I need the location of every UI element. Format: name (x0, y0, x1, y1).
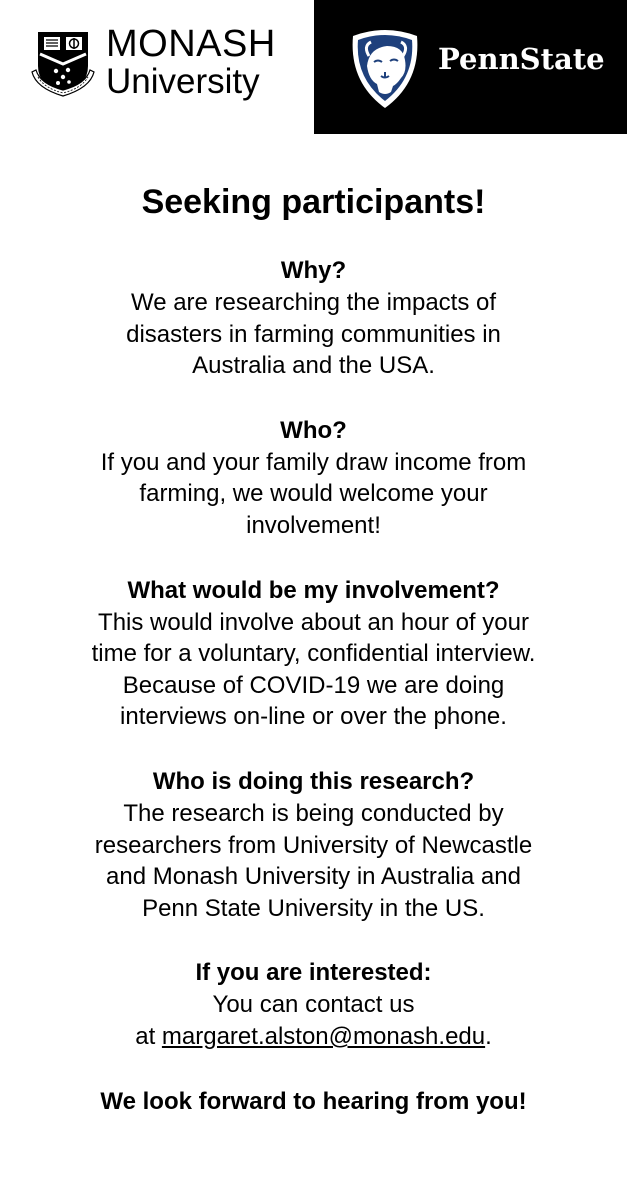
section-heading: If you are interested: (195, 959, 432, 987)
section-researchers (0, 766, 627, 924)
section-heading: What would be my involvement? (127, 576, 500, 604)
section-line: involvement! (246, 511, 381, 539)
section-line: You can contact us (212, 991, 415, 1019)
section-contact (0, 957, 627, 1052)
page-title: Seeking participants! (141, 183, 486, 221)
pennstate-logo-panel (314, 0, 627, 134)
pennstate-name: PennState (438, 42, 605, 76)
flyer-content (0, 182, 627, 1118)
email-link[interactable]: margaret.alston@monash.edu (161, 1022, 486, 1050)
closing-line: We look forward to hearing from you! (100, 1087, 527, 1115)
section-line: disasters in farming communities in (126, 320, 501, 348)
section-involvement (0, 575, 627, 733)
header-logos (0, 0, 627, 134)
section-line: Australia and the USA. (192, 352, 435, 380)
section-line: Penn State University in the US. (142, 894, 485, 922)
section-line: and Monash University in Australia and (106, 863, 521, 891)
section-line: farming, we would welcome your (139, 480, 488, 508)
section-line: If you and your family draw income from (100, 448, 527, 476)
pennstate-shield-icon (347, 26, 423, 110)
contact-suffix: . (485, 1022, 492, 1050)
section-why (0, 255, 627, 382)
contact-line (0, 1021, 627, 1053)
monash-name: MONASH (106, 23, 276, 65)
section-line: Because of COVID-19 we are doing (122, 671, 505, 699)
section-line: We are researching the impacts of (130, 289, 497, 316)
monash-crest-icon (30, 28, 96, 98)
section-line: interviews on-line or over the phone. (120, 703, 507, 731)
section-heading: Who is doing this research? (152, 767, 475, 795)
section-line: time for a voluntary, confidential interview. (91, 640, 536, 668)
contact-prefix: at (135, 1022, 162, 1050)
section-heading: Why? (280, 257, 347, 284)
section-who (0, 415, 627, 542)
section-line: researchers from University of Newcastle (94, 831, 533, 859)
section-heading: Who? (280, 416, 347, 444)
monash-logo-panel (0, 0, 314, 134)
section-line: This would involve about an hour of your (98, 608, 529, 636)
section-line: The research is being conducted by (123, 799, 504, 827)
monash-subname: University (106, 62, 260, 101)
